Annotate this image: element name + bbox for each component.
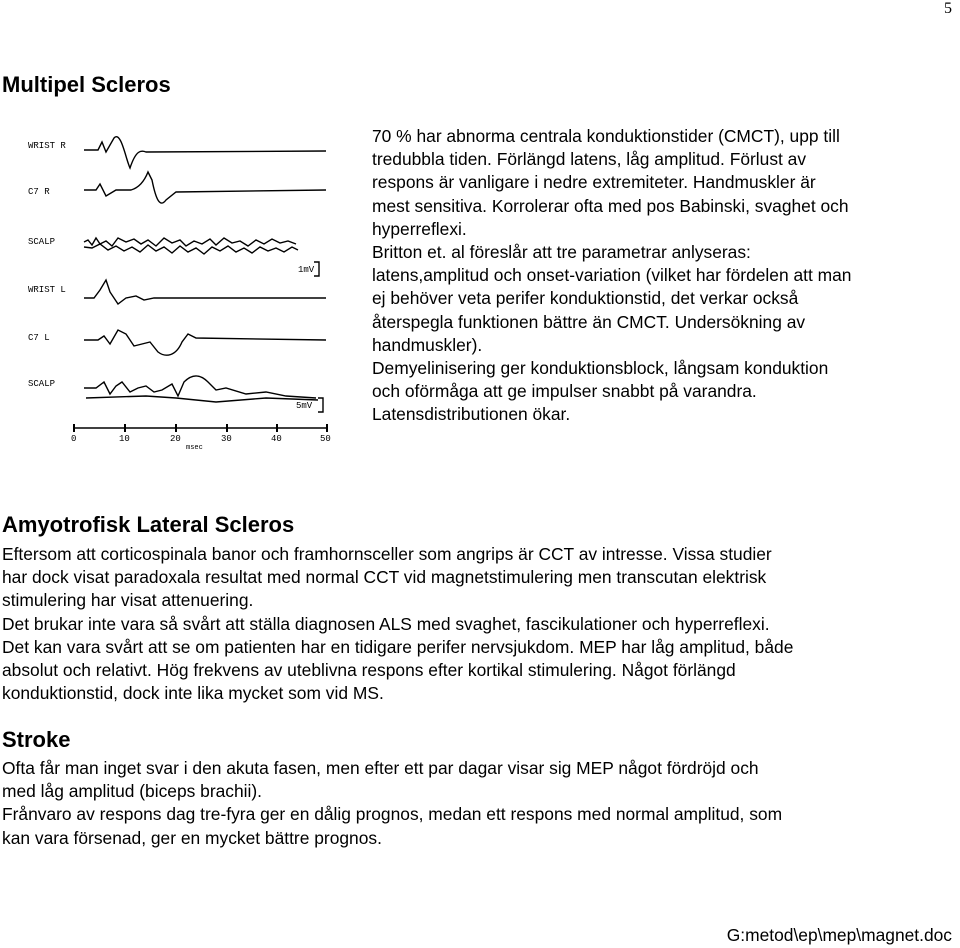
trace-c7-r (84, 172, 326, 203)
trace-c7-l (84, 330, 326, 355)
ms-body-text (372, 125, 851, 427)
trace-scalp-r (84, 238, 296, 246)
trace-label: C7 R (28, 187, 50, 197)
stroke-heading: Stroke (2, 727, 71, 752)
text-line: med låg amplitud (biceps brachii). (2, 781, 263, 802)
x-tick-label: 50 (320, 434, 331, 444)
text-line: tredubbla tiden. Förlängd latens, låg amplitud. Förlust av (372, 149, 807, 170)
trace-wrist-r (84, 137, 326, 168)
text-line: konduktionstid, dock inte lika mycket som vid MS. (2, 683, 384, 704)
emg-waveform-figure (26, 120, 346, 450)
trace-label: SCALP (28, 379, 56, 389)
text-line: respons är vanligare i nedre extremiteter. Handmuskler är (372, 172, 816, 193)
text-line: Demyelinisering ger konduktionsblock, långsam konduktion (372, 358, 829, 379)
trace-label: WRIST L (28, 285, 66, 295)
page-number: 5 (944, 0, 952, 17)
scale-label: 1mV (298, 265, 315, 275)
trace-scalp-l (84, 376, 316, 398)
trace-wrist-l (84, 280, 326, 304)
text-line: Britton et. al föreslår att tre parametrar anlyseras: (372, 242, 751, 263)
trace-label: C7 L (28, 333, 50, 343)
text-line: har dock visat paradoxala resultat med normal CCT vid magnetstimulering men transcutan elektrisk (2, 567, 767, 588)
text-line: återspegla funktionen bättre än CMCT. Undersökning av (372, 311, 806, 332)
text-line: Latensdistributionen ökar. (372, 404, 571, 425)
text-line: mest sensitiva. Korrolerar ofta med pos Babinski, svaghet och (372, 195, 849, 216)
trace-label: SCALP (28, 237, 56, 247)
trace-label: WRIST R (28, 141, 66, 151)
x-tick-label: 40 (271, 434, 282, 444)
x-tick-label: 10 (119, 434, 130, 444)
text-line: kan vara försenad, ger en mycket bättre prognos. (2, 827, 382, 848)
x-tick-label: 30 (221, 434, 232, 444)
text-line: handmuskler). (372, 334, 483, 355)
text-line: och oförmåga att ge impulser snabbt på varandra. (372, 381, 757, 402)
text-line: hyperreflexi. (372, 218, 467, 239)
text-line: latens,amplitud och onset-variation (vilket har fördelen att man (372, 265, 852, 286)
footer-file-path: G:metod\ep\mep\magnet.doc (726, 925, 952, 945)
text-line: Det kan vara svårt att se om patienten har en tidigare perifer nervsjukdom. MEP har låg amplitud, både (2, 636, 794, 657)
ms-heading: Multipel Scleros (2, 72, 171, 97)
x-unit-label: msec (186, 444, 203, 450)
text-line: absolut och relativt. Hög frekvens av uteblivna respons efter kortikal stimulering. Något förlängd (2, 660, 736, 681)
x-tick-label: 0 (71, 434, 77, 444)
als-body-text (2, 543, 952, 705)
als-heading: Amyotrofisk Lateral Scleros (2, 512, 295, 537)
text-line: 70 % har abnorma centrala konduktionstider (CMCT), upp till (372, 126, 840, 146)
text-line: Frånvaro av respons dag tre-fyra ger en dålig prognos, medan ett respons med normal amplitud, som (2, 804, 783, 825)
text-line: ej behöver veta perifer konduktionstid, det verkar också (372, 288, 799, 309)
text-line: Det brukar inte vara så svårt att ställa diagnosen ALS med svaghet, fascikulationer och hyperreflexi. (2, 613, 770, 634)
text-line: Eftersom att corticospinala banor och framhornsceller som angrips är CCT av intresse. Vissa studier (2, 544, 772, 564)
x-tick-label: 20 (170, 434, 181, 444)
stroke-body-text (2, 757, 952, 850)
text-line: Ofta får man inget svar i den akuta fasen, men efter ett par dagar visar sig MEP något fördröjd och (2, 758, 759, 778)
scale-label: 5mV (296, 401, 313, 411)
text-line: stimulering har visat attenuering. (2, 590, 254, 611)
